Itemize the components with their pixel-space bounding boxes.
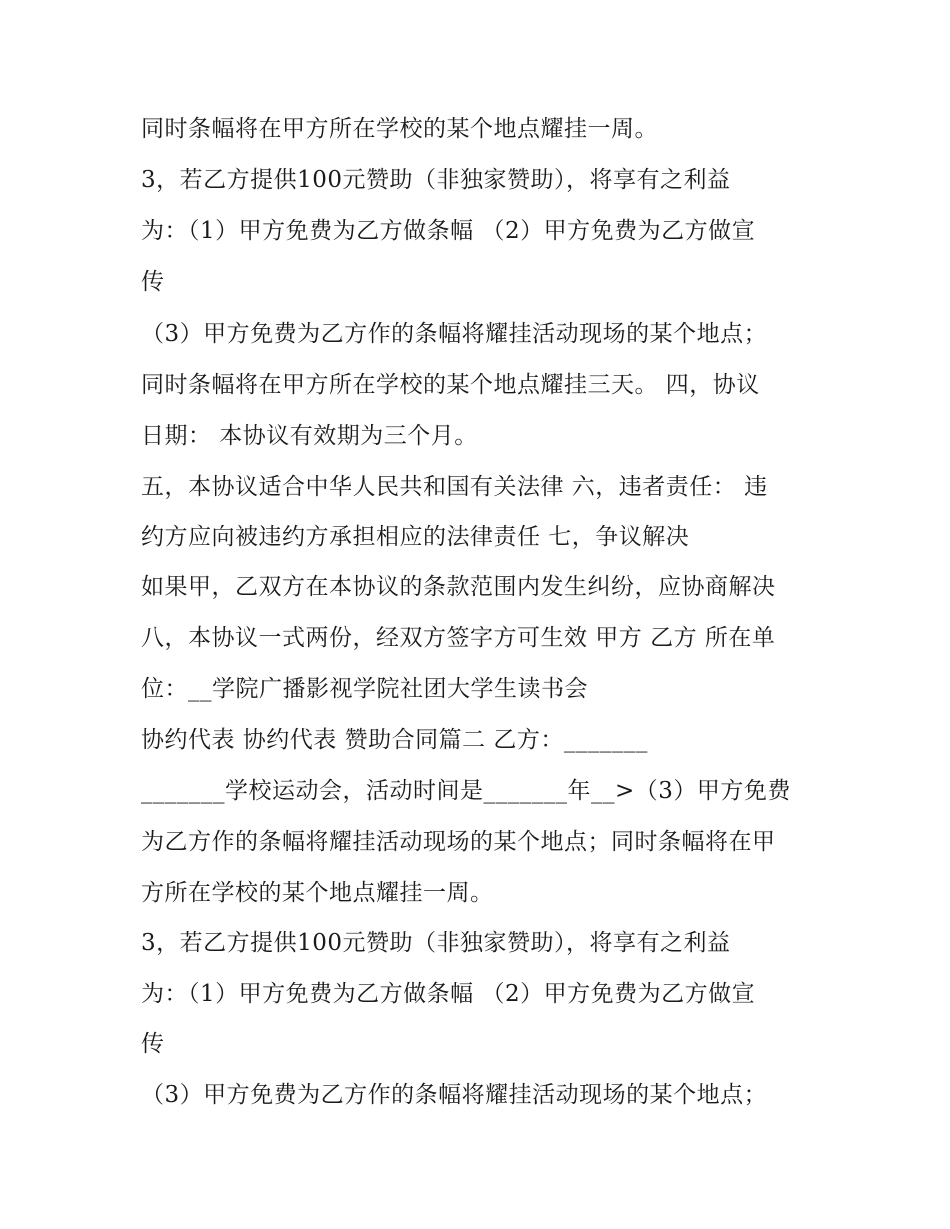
text-line: 如果甲，乙双方在本协议的条款范围内发生纠纷，应协商解决 [141,574,776,600]
text-line: 八，本协议一式两份，经双方签字方可生效 甲方 乙方 所在单 [141,625,776,651]
text-line: 为：（1）甲方免费为乙方做条幅 （2）甲方免费为乙方做宣 [141,981,756,1007]
text-line: _______学校运动会，活动时间是_______年__>（3）甲方免费 [141,778,791,804]
text-line: （3）甲方免费为乙方作的条幅将耀挂活动现场的某个地点； [141,1082,768,1108]
text-line: 3，若乙方提供100元赞助（非独家赞助），将享有之利益 [141,167,731,193]
text-line: 约方应向被违约方承担相应的法律责任 七，争议解决 [141,524,690,550]
text-line: 传 [141,1031,165,1057]
text-line: 协约代表 协约代表 赞助合同篇二 乙方：_______ [141,727,648,753]
text-line: （3）甲方免费为乙方作的条幅将耀挂活动现场的某个地点； [141,321,768,347]
text-line: 为乙方作的条幅将耀挂活动现场的某个地点；同时条幅将在甲 [141,829,776,855]
text-line: 传 [141,269,165,295]
text-line: 同时条幅将在甲方所在学校的某个地点耀挂三天。 四，协议 [141,372,760,398]
text-line: 为：（1）甲方免费为乙方做条幅 （2）甲方免费为乙方做宣 [141,218,756,244]
text-line: 位：__学院广播影视学院社团大学生读书会 [141,676,588,702]
text-line: 五，本协议适合中华人民共和国有关法律 六，违者责任： 违 [141,474,768,500]
text-line: 方所在学校的某个地点耀挂一周。 [141,880,494,906]
text-line: 日期： 本协议有效期为三个月。 [141,423,478,449]
text-line: 3，若乙方提供100元赞助（非独家赞助），将享有之利益 [141,930,731,956]
text-line: 同时条幅将在甲方所在学校的某个地点耀挂一周。 [141,116,658,142]
